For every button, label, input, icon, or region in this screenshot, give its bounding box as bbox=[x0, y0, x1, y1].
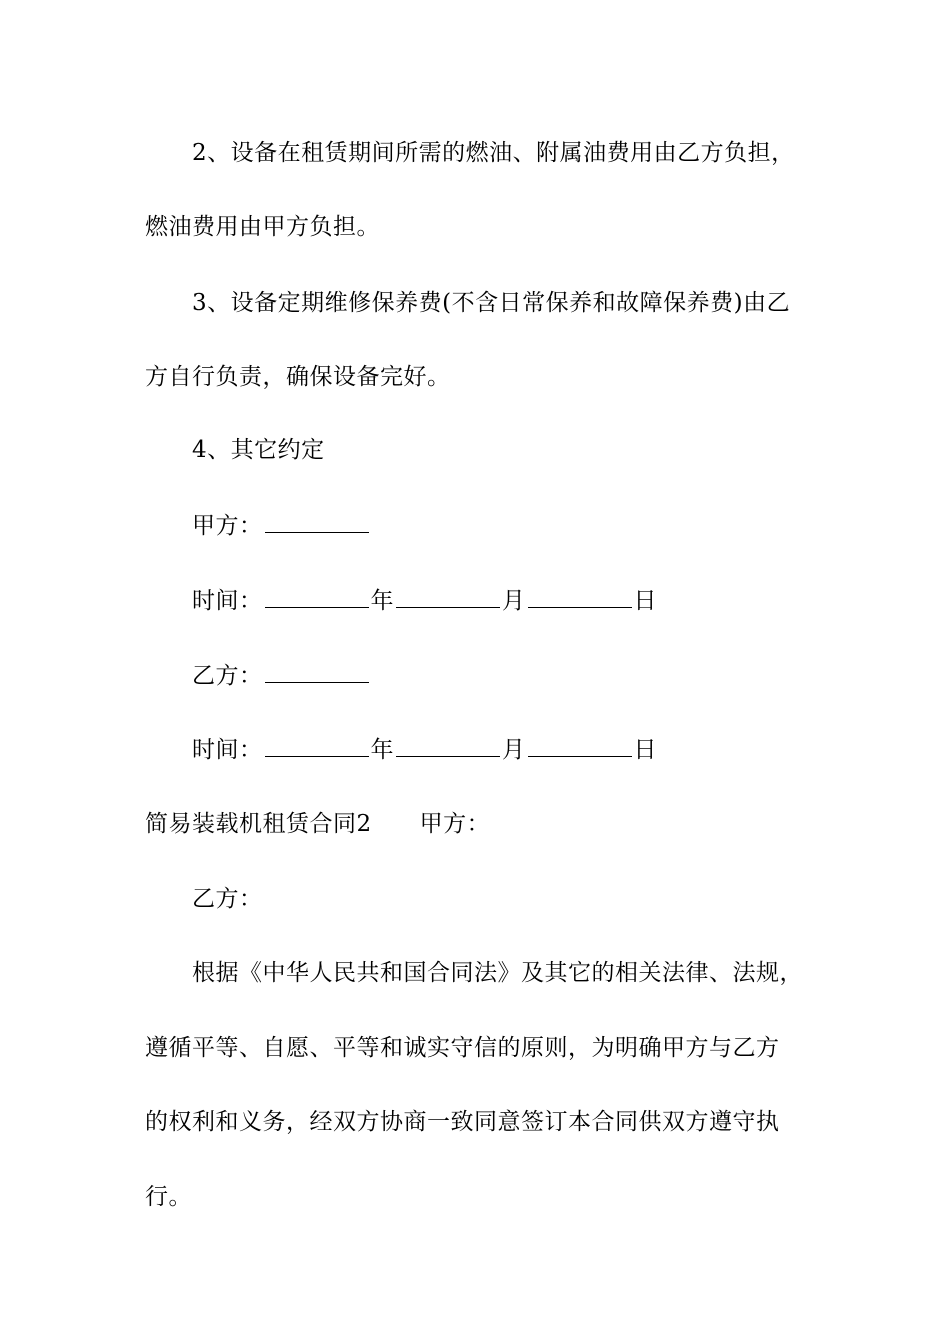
clause-2-line-2: 燃油费用由甲方负担。 bbox=[145, 214, 380, 240]
party-b-label: 乙方： bbox=[192, 663, 263, 689]
clause-2-line-1: 2、设备在租赁期间所需的燃油、附属油费用由乙方负担， bbox=[192, 140, 795, 166]
year-blank-1[interactable] bbox=[265, 585, 369, 608]
month-label-2: 月 bbox=[502, 737, 526, 763]
time-row-2 bbox=[192, 734, 657, 765]
year-blank-2[interactable] bbox=[265, 734, 369, 757]
contract-2-party-b-label: 乙方： bbox=[192, 886, 263, 912]
year-label-1: 年 bbox=[370, 588, 394, 614]
time-label-2: 时间： bbox=[192, 737, 263, 763]
contract-2-intro-line-1: 根据《中华人民共和国合同法》及其它的相关法律、法规， bbox=[192, 960, 803, 986]
party-a-signature-row bbox=[192, 510, 371, 541]
time-row-1 bbox=[192, 585, 657, 616]
clause-4-line-1: 4、其它约定 bbox=[192, 437, 325, 463]
contract-2-party-a-label: 甲方： bbox=[419, 811, 491, 837]
contract-2-heading-row bbox=[145, 809, 490, 839]
clause-3-line-2: 方自行负责，确保设备完好。 bbox=[145, 364, 451, 390]
party-a-blank[interactable] bbox=[265, 510, 369, 533]
clause-3-line-1: 3、设备定期维修保养费(不含日常保养和故障保养费)由乙 bbox=[192, 290, 791, 316]
month-blank-1[interactable] bbox=[396, 585, 500, 608]
day-label-2: 日 bbox=[633, 737, 657, 763]
party-b-blank[interactable] bbox=[265, 660, 369, 683]
contract-2-intro-line-2: 遵循平等、自愿、平等和诚实守信的原则，为明确甲方与乙方 bbox=[145, 1035, 780, 1061]
contract-2-intro-line-3: 的权利和义务，经双方协商一致同意签订本合同供双方遵守执 bbox=[145, 1109, 780, 1135]
day-blank-2[interactable] bbox=[528, 734, 632, 757]
contract-2-intro-line-4: 行。 bbox=[145, 1184, 192, 1210]
day-label-1: 日 bbox=[633, 588, 657, 614]
party-b-signature-row bbox=[192, 660, 371, 691]
day-blank-1[interactable] bbox=[528, 585, 632, 608]
year-label-2: 年 bbox=[370, 737, 394, 763]
time-label-1: 时间： bbox=[192, 588, 263, 614]
contract-2-title: 简易装载机租赁合同2 bbox=[145, 811, 372, 837]
month-blank-2[interactable] bbox=[396, 734, 500, 757]
month-label-1: 月 bbox=[502, 588, 526, 614]
party-a-label: 甲方： bbox=[192, 513, 263, 539]
